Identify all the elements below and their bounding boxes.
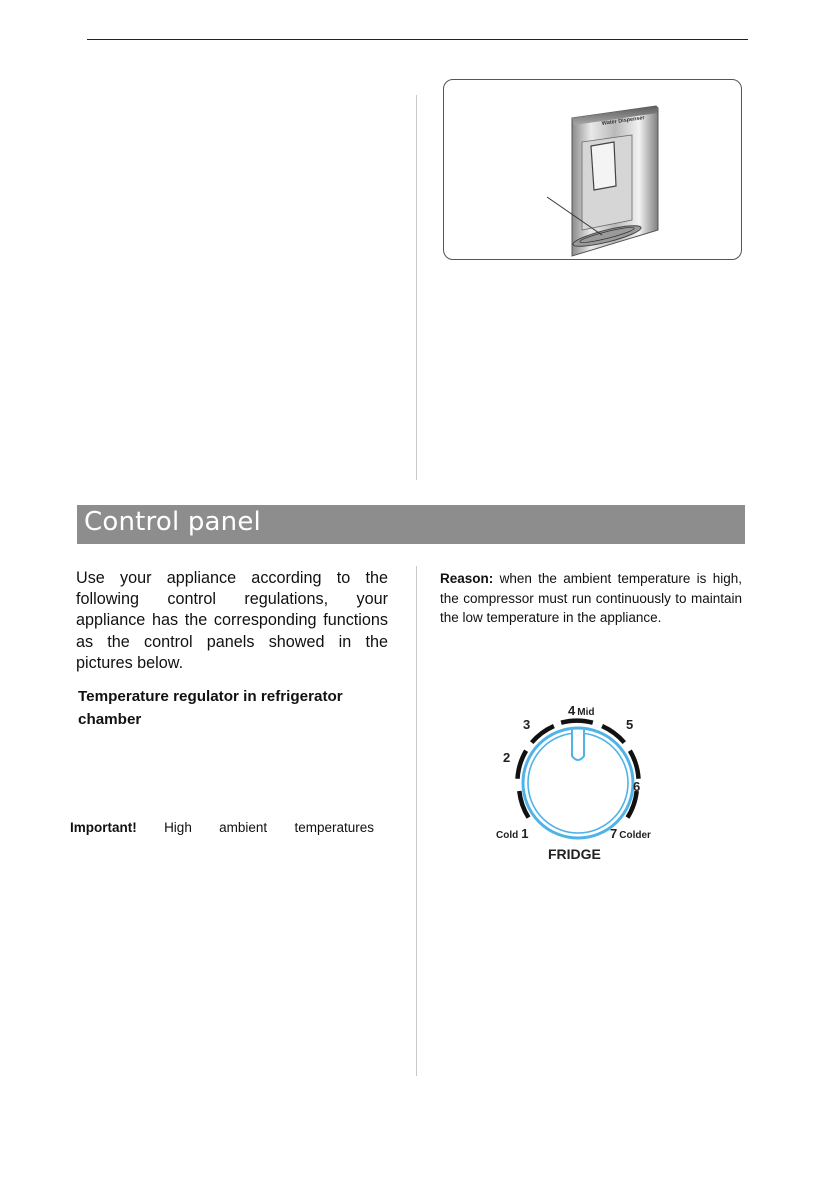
reason-paragraph [440,569,742,628]
water-dispenser-drawing [444,80,742,260]
important-note [70,820,374,835]
column-divider-lower [416,566,417,1076]
dial-pointer [572,730,584,760]
dial-arc-segment [561,721,593,723]
dial-setting-3: 3 [523,717,531,732]
important-label: Important! [70,820,137,835]
dial-cold-label: Cold [496,830,519,841]
fridge-temperature-dial [488,703,668,870]
dial-setting-1: Cold 1 [496,826,529,841]
header-rule [87,39,748,40]
column-divider-upper [416,95,417,480]
water-dispenser-figure [443,79,742,260]
dial-name: FRIDGE [548,846,601,862]
dial-setting-4: 4 Mid [568,703,595,718]
dial-setting-6: 6 [633,779,641,794]
dial-setting-7: 7 Colder [610,826,651,841]
reason-label: Reason: [440,571,494,586]
important-text: High ambient temperatures [164,820,374,835]
dial-mid-label: Mid [577,707,595,718]
dial-setting-2: 2 [503,750,511,765]
reason-text: when the ambient temperature is high, the compressor must run continuously to maintain the low temperature in the appliance. [440,571,742,625]
regulator-heading: Temperature regulator in refrigerator chamber [78,688,343,728]
dial-setting-5: 5 [626,717,634,732]
dispenser-panel-label: Water Dispenser [601,115,646,127]
section-header [77,505,745,544]
section-title: Control panel [84,507,261,537]
intro-paragraph: Use your appliance according to the following control regulations, your appliance has the corresponding functions as the control panels showed in the pictures below. [76,569,388,672]
dial-colder-label: Colder [619,830,651,841]
